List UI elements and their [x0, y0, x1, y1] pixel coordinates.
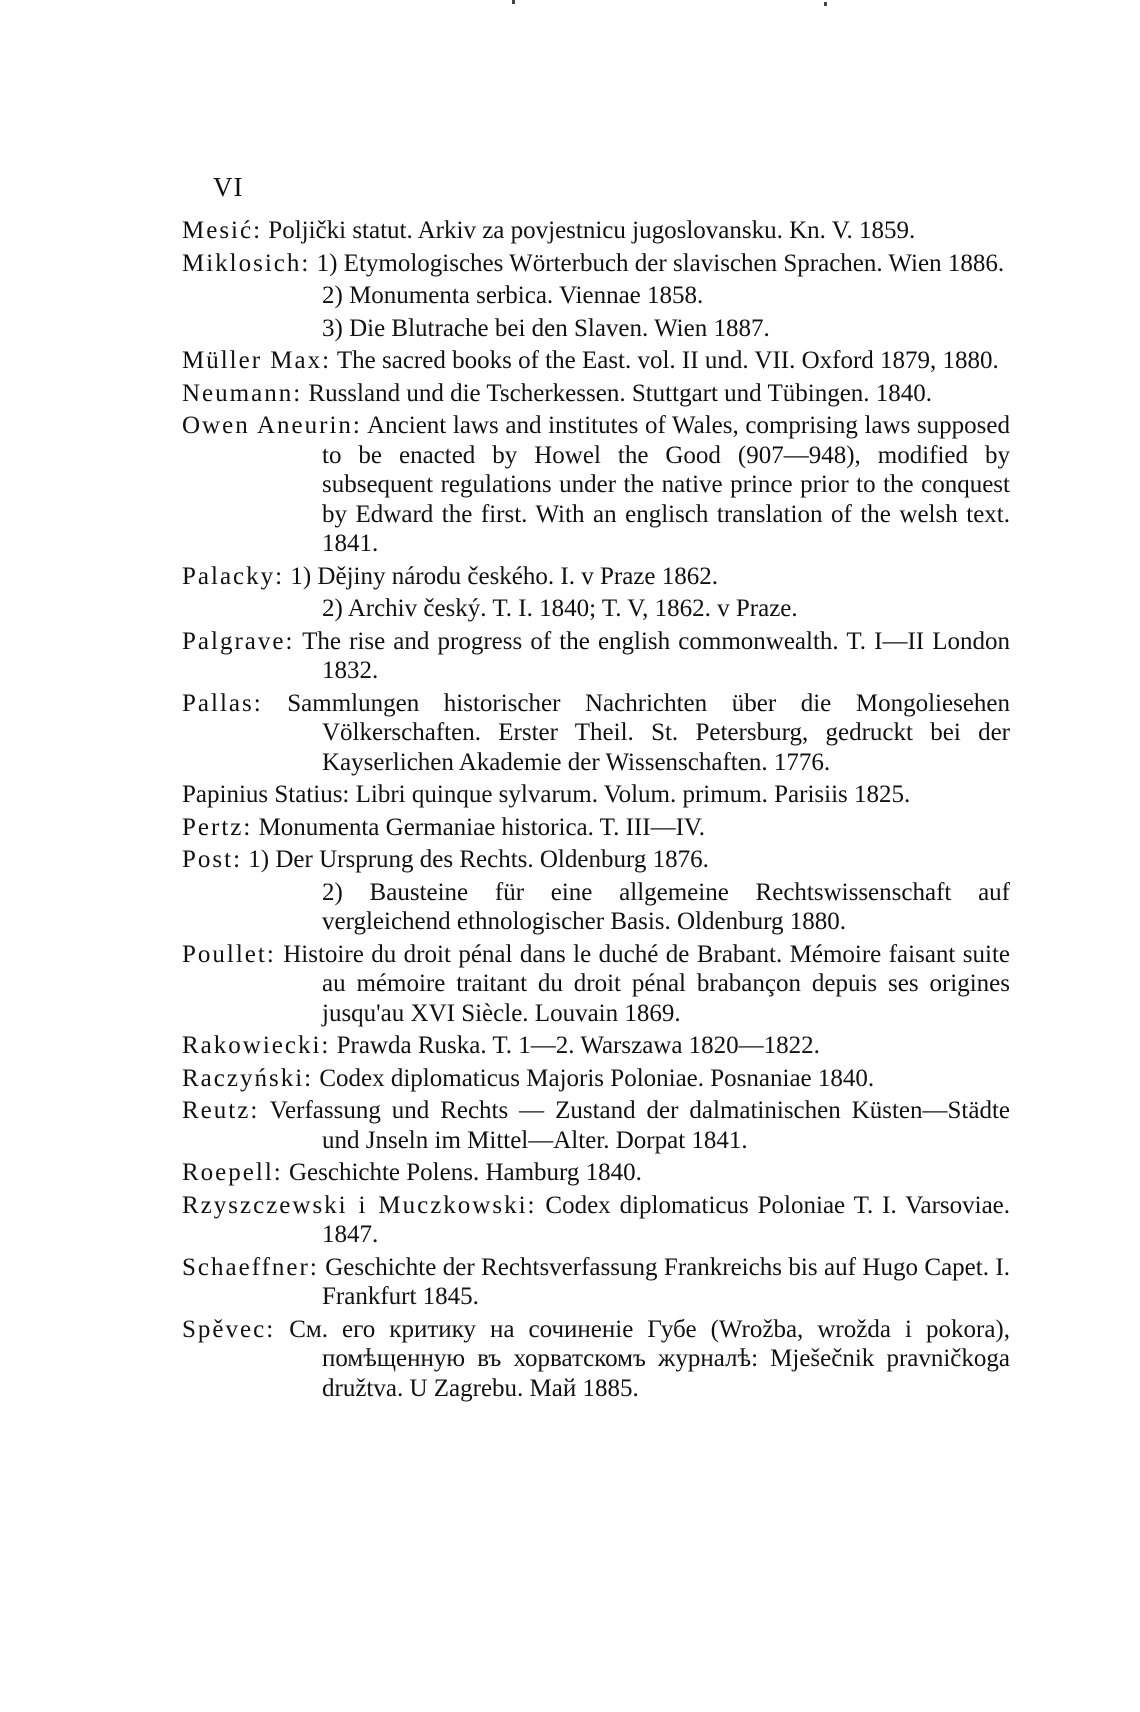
entry-text: Monumenta Germaniae historica. T. III—IV.	[258, 813, 705, 841]
entry-text: 3) Die Blutrache bei den Slaven. Wien 1887.	[322, 314, 770, 342]
bibliography-entry	[182, 1064, 1010, 1094]
entry-text: Prawda Ruska. T. 1—2. Warszawa 1820—1822.	[336, 1032, 820, 1059]
entry-author: Roepell:	[182, 1159, 283, 1186]
entry-author: Mesić:	[182, 217, 263, 244]
entry-author: Palacky:	[182, 562, 285, 590]
entry-author: Papinius Statius:	[182, 781, 350, 808]
entry-author: Miklosich:	[182, 249, 311, 277]
entry-text: 1) Der Ursprung des Rechts. Oldenburg 1876.	[248, 846, 709, 873]
entry-text: Geschichte Polens. Hamburg 1840.	[288, 1159, 642, 1186]
scan-speck	[512, 0, 515, 4]
bibliography-entry	[182, 379, 1010, 409]
entry-text: 2) Archiv český. T. I. 1840; T. V, 1862. v Praze.	[322, 595, 798, 622]
entry-author: Pallas:	[182, 689, 263, 717]
bibliography-entry	[182, 780, 1010, 810]
bibliography-entry	[182, 940, 1010, 1029]
entry-author: Post:	[182, 846, 243, 873]
bibliography-subentry	[182, 314, 1010, 344]
bibliography-entry	[182, 845, 1010, 875]
entry-author: Owen Aneurin:	[182, 412, 362, 439]
entry-text: 1) Dějiny národu českého. I. v Praze 1862.	[290, 562, 718, 590]
entry-text: The sacred books of the East. vol. II und. VII. Oxford 1879, 1880.	[336, 347, 999, 374]
entry-text: 2) Monumenta serbica. Viennae 1858.	[322, 282, 704, 309]
bibliography-entry	[182, 1096, 1010, 1155]
bibliography-entry	[182, 1158, 1010, 1188]
bibliography-entry	[182, 627, 1010, 686]
bibliography-entry	[182, 249, 1010, 279]
scan-speck	[824, 2, 827, 6]
bibliography-entry	[182, 216, 1010, 246]
entry-text: Codex diplomaticus Poloniae T. I. Varsoviae. 1847.	[322, 1191, 1011, 1248]
entry-author: Reutz:	[182, 1097, 260, 1124]
entry-text: 2) Bausteine für eine allgemeine Rechtswissenschaft auf vergleichend ethnologischer Basis. Oldenburg 1880.	[322, 878, 1010, 935]
bibliography-entry	[182, 1031, 1010, 1061]
entry-author: Palgrave:	[182, 627, 295, 655]
bibliography-subentry	[182, 281, 1010, 311]
bibliography-entry	[182, 346, 1010, 376]
entry-author: Schaeffner:	[182, 1253, 319, 1281]
entry-author: Poullet:	[182, 940, 276, 968]
entry-text: Ancient laws and institutes of Wales, comprising laws supposed to be enacted by Howel the Good (907—948), modified by subsequent regulations under the native prince prior to the conquest by Edward the first. With an englisch translation of the welsh text. 1841.	[322, 412, 1011, 557]
bibliography-list	[182, 216, 1010, 1406]
bibliography-entry	[182, 1315, 1010, 1404]
entry-author: Pertz:	[182, 813, 253, 841]
entry-author: Rakowiecki:	[182, 1032, 331, 1059]
bibliography-subentry	[182, 594, 1010, 624]
entry-text: Sammlungen historischer Nachrichten über die Mongoliesehen Völkerschaften. Erster Theil. St. Petersburg, gedruckt bei der Kayserlichen Akademie der Wissenschaften. 1776.	[287, 689, 1010, 776]
entry-text: Russland und die Tscherkessen. Stuttgart und Tübingen. 1840.	[308, 379, 933, 407]
entry-text: Poljički statut. Arkiv za povjestnicu jugoslovansku. Kn. V. 1859.	[268, 217, 916, 244]
entry-text: Codex diplomaticus Majoris Poloniae. Posnaniae 1840.	[319, 1064, 875, 1092]
entry-text: См. его критику на сочиненiе Губе (Wrožba, wrožda i pokora), помѣщенную въ хорватскомъ журналѣ: Mješečnik pravničkoga družtva. U Zagrebu. Май 1885.	[289, 1315, 1010, 1402]
bibliography-entry	[182, 1253, 1010, 1312]
entry-text: Verfassung und Rechts — Zustand der dalmatinischen Küsten—Städte und Jnseln im Mittel—Alter. Dorpat 1841.	[269, 1097, 1010, 1154]
entry-text: Histoire du droit pénal dans le duché de Brabant. Mémoire faisant suite au mémoire traitant du droit pénal brabançon depuis ses origines jusqu'au XVI Siècle. Louvain 1869.	[283, 940, 1011, 1027]
bibliography-entry	[182, 813, 1010, 843]
entry-text: 1) Etymologisches Wörterbuch der slavischen Sprachen. Wien 1886.	[316, 249, 1005, 277]
entry-text: Geschichte der Rechtsverfassung Frankreichs bis auf Hugo Capet. I. Frankfurt 1845.	[322, 1253, 1011, 1310]
entry-author: Spěvec:	[182, 1315, 276, 1343]
bibliography-entry	[182, 1191, 1010, 1250]
entry-author: Rzyszczewski i Muczkowski:	[182, 1191, 537, 1219]
bibliography-entry	[182, 689, 1010, 778]
bibliography-entry	[182, 562, 1010, 592]
bibliography-entry	[182, 411, 1010, 559]
entry-author: Raczyński:	[182, 1064, 314, 1092]
page-number: VI	[213, 172, 244, 202]
bibliography-subentry	[182, 878, 1010, 937]
entry-text: Libri quinque sylvarum. Volum. primum. Parisiis 1825.	[355, 781, 911, 808]
entry-author: Neumann:	[182, 379, 303, 407]
entry-text: The rise and progress of the english commonwealth. T. I—II London 1832.	[302, 627, 1010, 684]
entry-author: Müller Max:	[182, 347, 332, 374]
